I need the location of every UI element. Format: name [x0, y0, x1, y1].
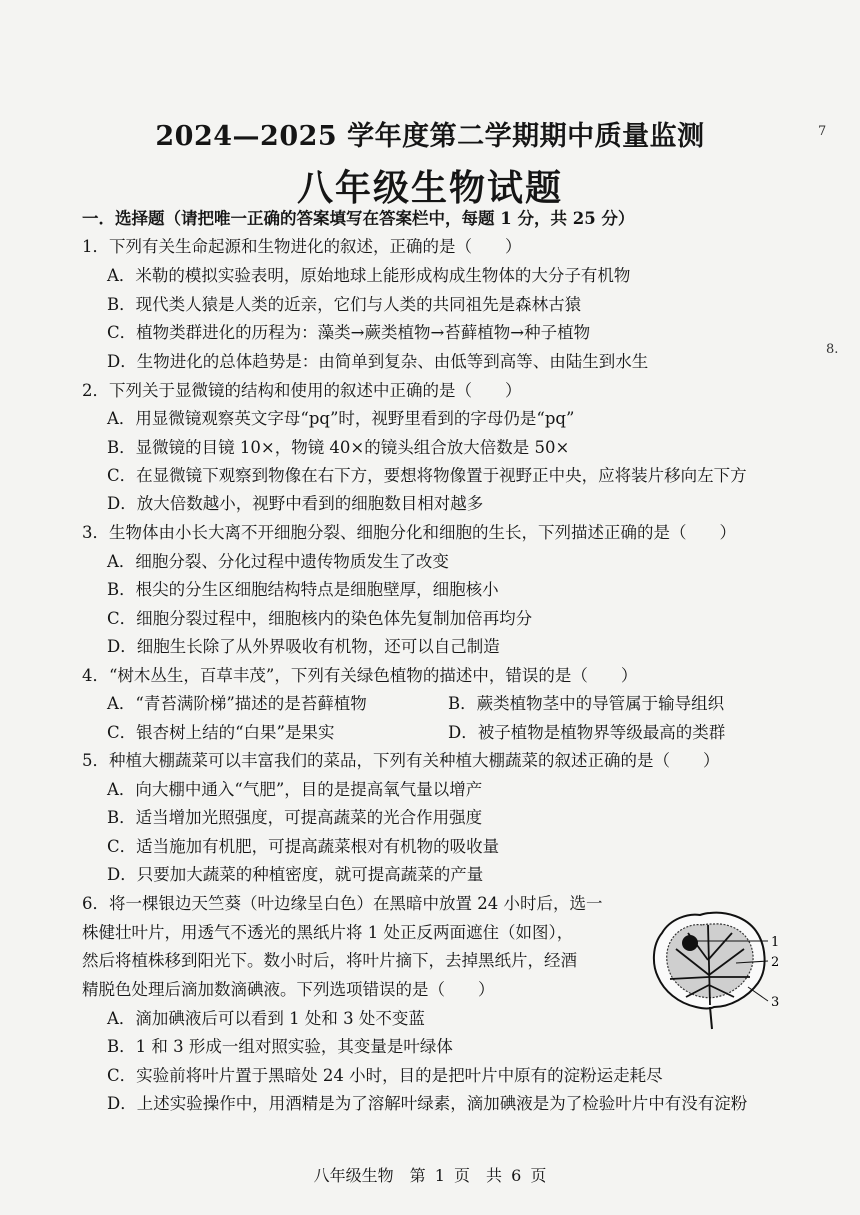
figure-label-2: 2	[771, 955, 780, 970]
question-6-option-b: B．1 和 3 形成一组对照实验，其变量是叶绿体	[107, 1037, 453, 1056]
question-5-option-a: A．向大棚中通入“气肥”，目的是提高氧气量以增产	[107, 780, 483, 799]
question-2-option-d: D．放大倍数越小，视野中看到的细胞数目相对越多	[107, 494, 484, 513]
question-4-option-d: D．被子植物是植物界等级最高的类群	[448, 723, 726, 742]
figure-label-3: 3	[771, 995, 780, 1010]
question-1-stem: 1．下列有关生命起源和生物进化的叙述，正确的是（ ）	[82, 237, 522, 256]
question-1-option-b: B．现代类人猿是人类的近亲，它们与人类的共同祖先是森林古猿	[107, 295, 582, 314]
question-1-option-d: D．生物进化的总体趋势是：由简单到复杂、由低等到高等、由陆生到水生	[107, 352, 649, 371]
question-6-option-d: D．上述实验操作中，用酒精是为了溶解叶绿素，滴加碘液是为了检验叶片中有没有淀粉	[107, 1094, 748, 1113]
question-3-stem: 3．生物体由小长大离不开细胞分裂、细胞分化和细胞的生长，下列描述正确的是（ ）	[82, 523, 736, 542]
question-6-option-c: C．实验前将叶片置于黑暗处 24 小时，目的是把叶片中原有的淀粉运走耗尽	[107, 1066, 663, 1085]
leaf-diagram	[648, 905, 788, 1030]
question-5-option-b: B．适当增加光照强度，可提高蔬菜的光合作用强度	[107, 808, 483, 827]
margin-mark-8: 8.	[826, 342, 839, 357]
question-2-option-b: B．显微镜的目镜 10×，物镜 40×的镜头组合放大倍数是 50×	[107, 438, 570, 457]
question-3-option-a: A．细胞分裂、分化过程中遗传物质发生了改变	[107, 552, 449, 571]
exam-title: 2024—2025 学年度第二学期期中质量监测	[155, 121, 705, 152]
question-6-option-a: A．滴加碘液后可以看到 1 处和 3 处不变蓝	[107, 1009, 425, 1028]
leaf-petiole	[710, 1007, 712, 1029]
question-6-stem-line-1: 6．将一棵银边天竺葵（叶边缘呈白色）在黑暗中放置 24 小时后，选一	[82, 894, 603, 913]
question-4-option-c: C．银杏树上结的“白果”是果实	[107, 723, 335, 742]
question-5-option-d: D．只要加大蔬菜的种植密度，就可提高蔬菜的产量	[107, 865, 484, 884]
margin-mark-7: 7	[818, 124, 827, 139]
subject-title: 八年级生物试题	[296, 167, 563, 209]
question-4-stem: 4．“树木丛生，百草丰茂”，下列有关绿色植物的描述中，错误的是（ ）	[82, 666, 638, 685]
page-footer: 八年级生物 第 1 页 共 6 页	[313, 1166, 547, 1185]
question-5-stem: 5．种植大棚蔬菜可以丰富我们的菜品，下列有关种植大棚蔬菜的叙述正确的是（ ）	[82, 751, 720, 770]
section-heading: 一．选择题（请把唯一正确的答案填写在答案栏中，每题 1 分，共 25 分）	[82, 209, 635, 228]
question-6-stem-line-4: 精脱色处理后滴加数滴碘液。下列选项错误的是（ ）	[82, 980, 495, 999]
black-paper-spot	[682, 935, 698, 951]
question-3-option-b: B．根尖的分生区细胞结构特点是细胞壁厚，细胞核小	[107, 580, 499, 599]
question-4-option-b: B．蕨类植物茎中的导管属于输导组织	[448, 694, 725, 713]
question-1-option-c: C．植物类群进化的历程为：藻类→蕨类植物→苔藓植物→种子植物	[107, 323, 591, 342]
question-2-option-c: C．在显微镜下观察到物像在右下方，要想将物像置于视野正中央，应将装片移向左下方	[107, 466, 747, 485]
question-6-stem-line-3: 然后将植株移到阳光下。数小时后，将叶片摘下，去掉黑纸片，经酒	[82, 951, 577, 970]
question-4-option-a: A．“青苔满阶梯”描述的是苔藓植物	[107, 694, 367, 713]
question-6-stem-line-2: 株健壮叶片，用透气不透光的黑纸片将 1 处正反两面遮住（如图），	[82, 923, 574, 942]
question-3-option-d: D．细胞生长除了从外界吸收有机物，还可以自己制造	[107, 637, 500, 656]
question-1-option-a: A．米勒的模拟实验表明，原始地球上能形成构成生物体的大分子有机物	[107, 266, 631, 285]
question-2-stem: 2．下列关于显微镜的结构和使用的叙述中正确的是（ ）	[82, 381, 522, 400]
figure-label-1: 1	[771, 935, 780, 950]
question-5-option-c: C．适当施加有机肥，可提高蔬菜根对有机物的吸收量	[107, 837, 500, 856]
question-2-option-a: A．用显微镜观察英文字母“pq”时，视野里看到的字母仍是“pq”	[107, 409, 575, 428]
question-3-option-c: C．细胞分裂过程中，细胞核内的染色体先复制加倍再均分	[107, 609, 533, 628]
